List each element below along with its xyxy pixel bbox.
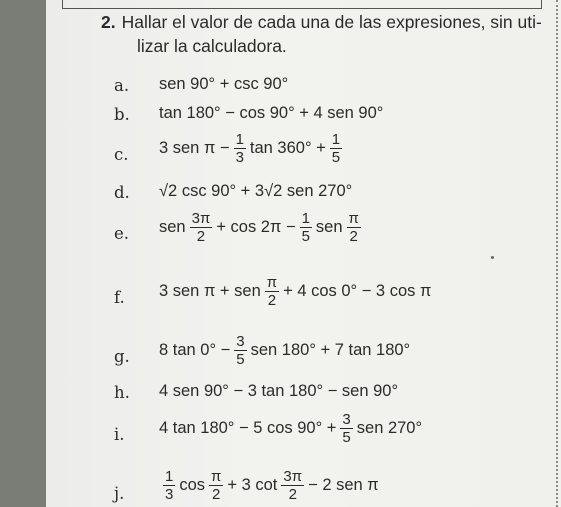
item-h-label: h.	[114, 383, 130, 402]
right-dotted-rule	[556, 0, 558, 507]
item-b-expression: tan 180° − cos 90° + 4 sen 90°	[159, 104, 384, 122]
item-d-expression: √2 csc 90° + 3√2 sen 270°	[159, 182, 353, 200]
item-a-expression: sen 90° + csc 90°	[159, 75, 289, 93]
item-i-expression: 4 tan 180° − 5 cos 90° + $\frac{3}{5}$ sen 270°	[159, 411, 423, 446]
item-g-expression: 8 tan 0° − $\frac{3}{5}$ sen 180° + 7 tan 180°	[159, 333, 411, 368]
fraction: $\frac{3\pi}{2}$	[283, 468, 303, 503]
item-c-label: c.	[114, 145, 129, 164]
item-g-label: g.	[114, 347, 130, 366]
item-a-label: a.	[114, 76, 130, 95]
fraction: $\frac{\pi}{2}$	[266, 274, 278, 309]
problem-statement-line1: Hallar el valor de cada una de las expresiones, sin uti-	[121, 12, 542, 32]
fraction: $\frac{1}{3}$	[165, 468, 174, 503]
paper-speck	[491, 256, 494, 259]
item-e-expression: sen $\frac{3\pi}{2}$ + cos 2π − $\frac{1}{5}$ sen $\frac{\pi}{2}$	[159, 210, 359, 245]
item-h-expression: 4 sen 90° − 3 tan 180° − sen 90°	[159, 382, 399, 400]
problem-statement-line2: lizar la calculadora.	[137, 36, 287, 56]
item-e-label: e.	[114, 224, 130, 243]
item-b-label: b.	[114, 105, 130, 124]
item-d-label: d.	[114, 183, 130, 202]
fraction: $\frac{3}{5}$	[236, 333, 245, 368]
problem-heading	[101, 10, 542, 34]
fraction: $\frac{3\pi}{2}$	[191, 210, 211, 245]
item-f-expression: 3 sen π + sen $\frac{\pi}{2}$ + 4 cos 0° − 3 cos π	[159, 274, 432, 309]
top-frame	[62, 0, 542, 9]
fraction: $\frac{1}{3}$	[235, 131, 244, 166]
fraction: $\frac{3}{5}$	[342, 411, 351, 446]
item-c-expression: 3 sen π − $\frac{1}{3}$ tan 360° + $\frac{1}{5}$	[159, 131, 341, 166]
item-f-label: f.	[114, 288, 125, 307]
fraction: $\frac{1}{5}$	[301, 210, 310, 245]
problem-number: 2.	[101, 12, 116, 32]
fraction: $\frac{1}{5}$	[331, 131, 341, 166]
fraction: $\frac{\pi}{2}$	[348, 210, 359, 245]
fraction: $\frac{\pi}{2}$	[211, 468, 222, 503]
page-edge-shadow	[0, 0, 46, 507]
item-j-expression: $\frac{1}{3}$ cos $\frac{\pi}{2}$ + 3 cot $\frac{3\pi}{2}$ − 2 sen π	[165, 468, 379, 503]
item-j-label: j.	[114, 484, 125, 503]
item-i-label: i.	[114, 425, 125, 444]
